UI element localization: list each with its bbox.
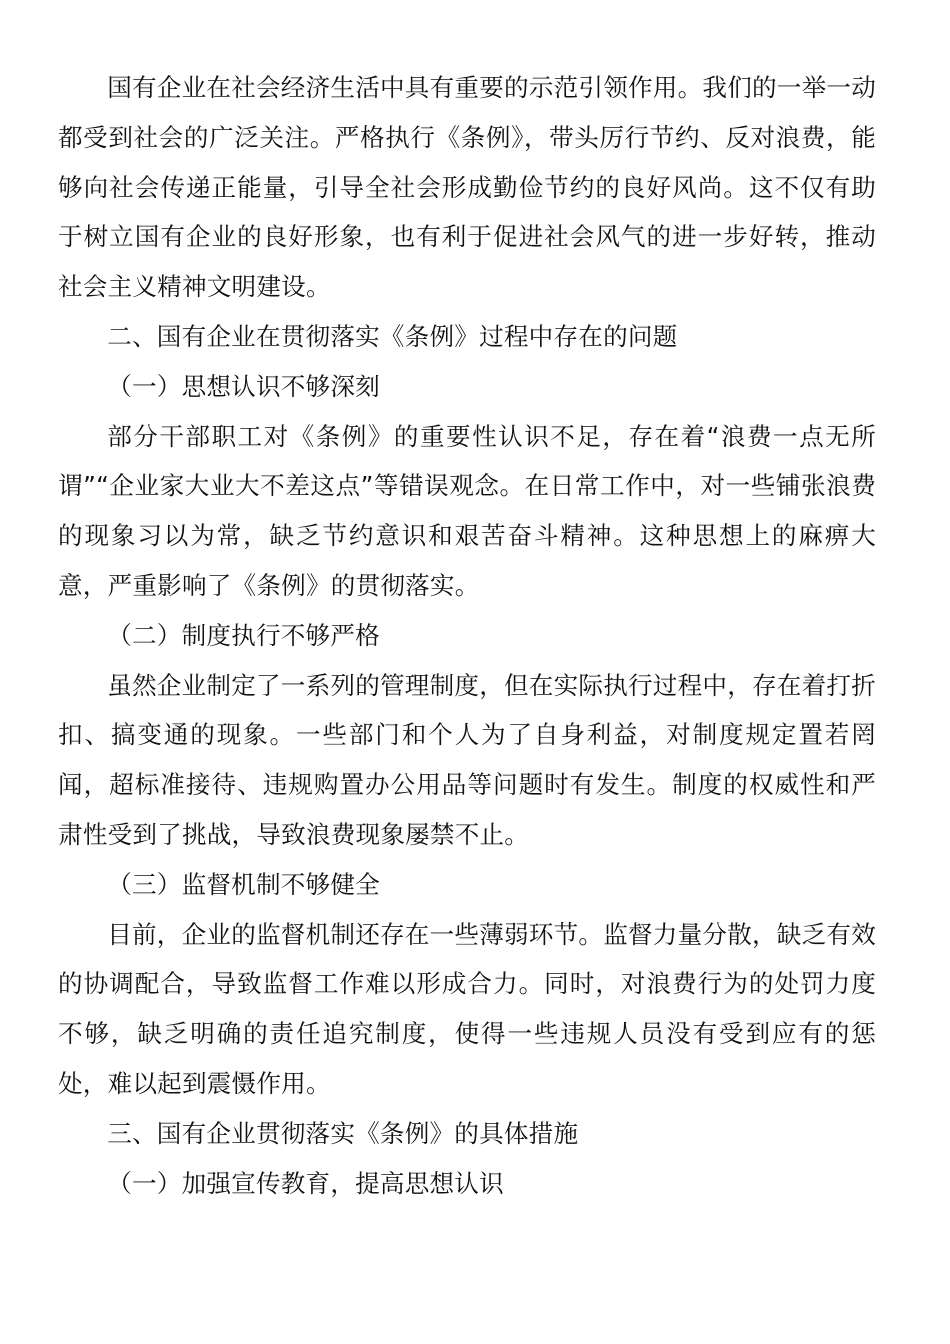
subsection-heading: （一）思想认识不够深刻	[107, 371, 380, 401]
body-paragraph: 目前，企业的监督机制还存在一些薄弱环节。监督力量分散，缺乏有效的协调配合，导致监督工作难以形成合力。同时，对浪费行为的处罚力度不够，缺乏明确的责任追究制度，使得一些违规人员没有受到应有的惩处，难以起到震慑作用。	[58, 919, 876, 1098]
subsection-heading: （三）监督机制不够健全	[107, 869, 380, 899]
section-heading: 三、国有企业贯彻落实《条例》的具体措施	[107, 1118, 579, 1148]
body-paragraph: 国有企业在社会经济生活中具有重要的示范引领作用。我们的一举一动都受到社会的广泛关注。严格执行《条例》，带头厉行节约、反对浪费，能够向社会传递正能量，引导全社会形成勤俭节约的良好风尚。这不仅有助于树立国有企业的良好形象，也有利于促进社会风气的进一步好转，推动社会主义精神文明建设。	[58, 73, 876, 302]
subsection-heading: （一）加强宣传教育，提高思想认识	[107, 1168, 504, 1198]
body-paragraph: 虽然企业制定了一系列的管理制度，但在实际执行过程中，存在着打折扣、搞变通的现象。一些部门和个人为了自身利益，对制度规定置若罔闻，超标准接待、违规购置办公用品等问题时有发生。制度的权威性和严肃性受到了挑战，导致浪费现象屡禁不止。	[58, 670, 876, 849]
section-heading: 二、国有企业在贯彻落实《条例》过程中存在的问题	[107, 321, 678, 351]
document-body	[58, 63, 876, 1208]
body-paragraph: 部分干部职工对《条例》的重要性认识不足，存在着“浪费一点无所谓”“企业家大业大不差这点”等错误观念。在日常工作中，对一些铺张浪费的现象习以为常，缺乏节约意识和艰苦奋斗精神。这种思想上的麻痹大意，严重影响了《条例》的贯彻落实。	[58, 421, 876, 600]
subsection-heading: （二）制度执行不够严格	[107, 620, 380, 650]
